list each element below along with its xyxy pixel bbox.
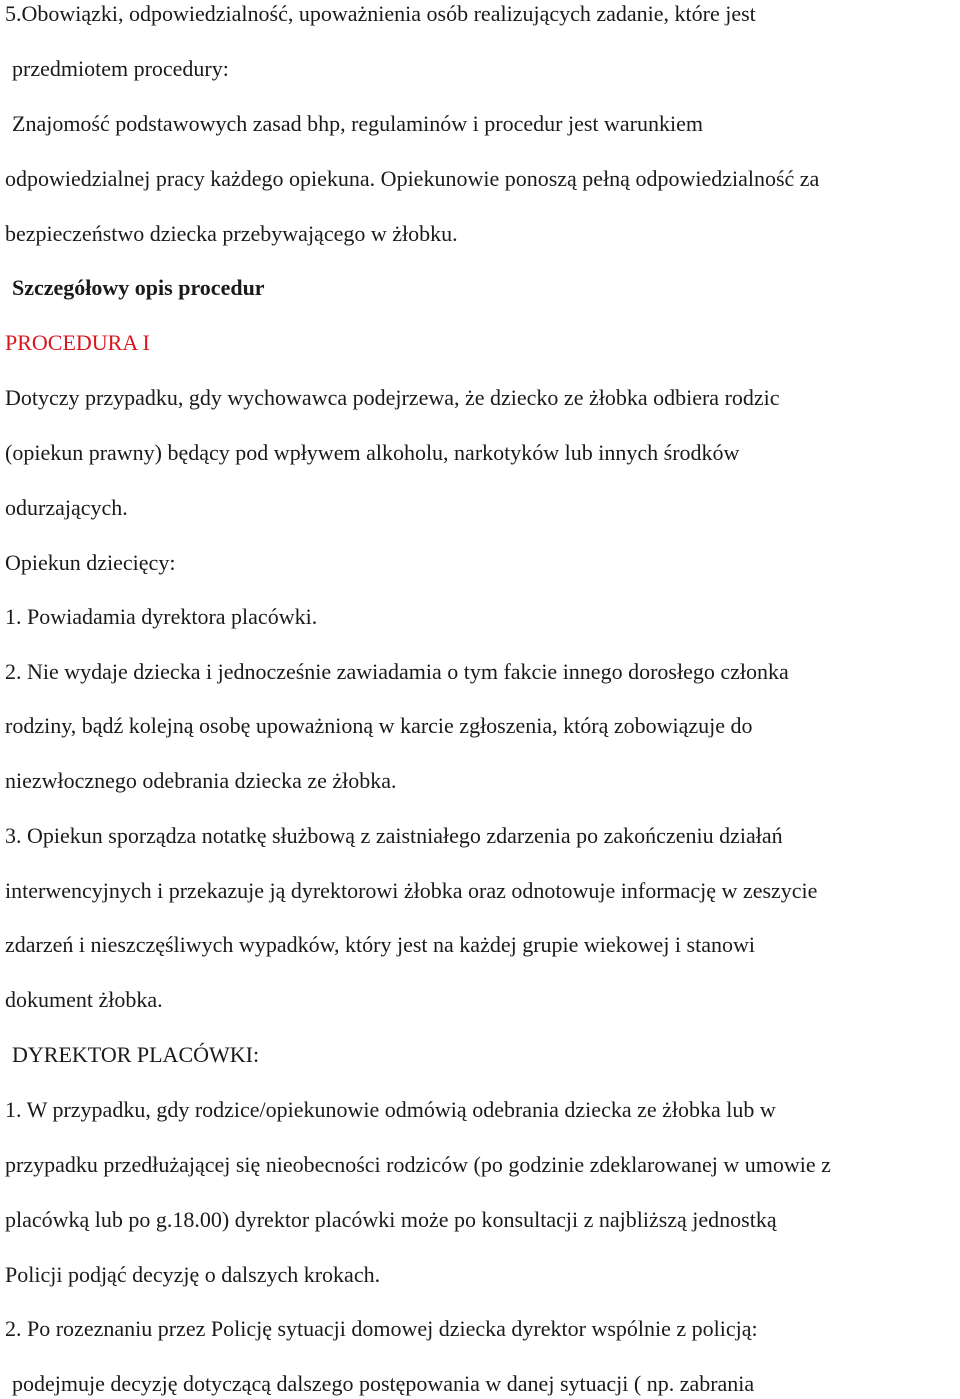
procedure-desc-line-1: Dotyczy przypadku, gdy wychowawca podejrzewa, że dziecko ze żłobka odbiera rodzic	[5, 385, 780, 410]
section5-heading-line-1: 5.Obowiązki, odpowiedzialność, upoważnienia osób realizujących zadanie, które jest	[5, 1, 756, 26]
director-step-1-line-1: 1. W przypadku, gdy rodzice/opiekunowie odmówią odebrania dziecka ze żłobka lub w	[5, 1097, 776, 1122]
director-heading: DYREKTOR PLACÓWKI:	[12, 1042, 260, 1067]
caregiver-step-3-line-2: interwencyjnych i przekazuje ją dyrektorowi żłobka oraz odnotowuje informację w zeszycie	[5, 878, 818, 903]
section5-heading-line-2: przedmiotem procedury:	[12, 56, 229, 81]
section5-text-line-2: odpowiedzialnej pracy każdego opiekuna. Opiekunowie ponoszą pełną odpowiedzialność za	[5, 166, 820, 191]
caregiver-step-2-line-1: 2. Nie wydaje dziecka i jednocześnie zawiadamia o tym fakcie innego dorosłego członka	[5, 659, 789, 684]
procedure-title: PROCEDURA I	[5, 330, 150, 355]
section5-text-line-1: Znajomość podstawowych zasad bhp, regulaminów i procedur jest warunkiem	[12, 111, 703, 136]
caregiver-step-3-line-4: dokument żłobka.	[5, 987, 163, 1012]
director-step-2-line-2: podejmuje decyzję dotyczącą dalszego postępowania w danej sytuacji ( np. zabrania	[12, 1371, 755, 1396]
procedure-desc-line-3: odurzających.	[5, 495, 128, 520]
caregiver-step-2-line-3: niezwłocznego odebrania dziecka ze żłobka.	[5, 768, 397, 793]
director-step-1-line-4: Policji podjąć decyzję o dalszych krokach.	[5, 1262, 381, 1287]
director-step-1-line-2: przypadku przedłużającej się nieobecności rodziców (po godzinie zdeklarowanej w umowie z	[5, 1152, 831, 1177]
director-step-2-line-1: 2. Po rozeznaniu przez Policję sytuacji domowej dziecka dyrektor wspólnie z policją:	[5, 1316, 758, 1341]
director-step-1-line-3: placówką lub po g.18.00) dyrektor placówki może po konsultacji z najbliższą jednostką	[5, 1207, 777, 1232]
caregiver-step-1: 1. Powiadamia dyrektora placówki.	[5, 604, 318, 629]
caregiver-step-3-line-1: 3. Opiekun sporządza notatkę służbową z zaistniałego zdarzenia po zakończeniu działań	[5, 823, 783, 848]
caregiver-step-3-line-3: zdarzeń i nieszczęśliwych wypadków, który jest na każdej grupie wiekowej i stanowi	[5, 932, 755, 957]
details-heading: Szczegółowy opis procedur	[12, 275, 265, 300]
section5-text-line-3: bezpieczeństwo dziecka przebywającego w żłobku.	[5, 221, 458, 246]
procedure-desc-line-2: (opiekun prawny) będący pod wpływem alkoholu, narkotyków lub innych środków	[5, 440, 740, 465]
caregiver-step-2-line-2: rodziny, bądź kolejną osobę upoważnioną w karcie zgłoszenia, którą zobowiązuje do	[5, 713, 753, 738]
caregiver-heading: Opiekun dziecięcy:	[5, 550, 176, 575]
